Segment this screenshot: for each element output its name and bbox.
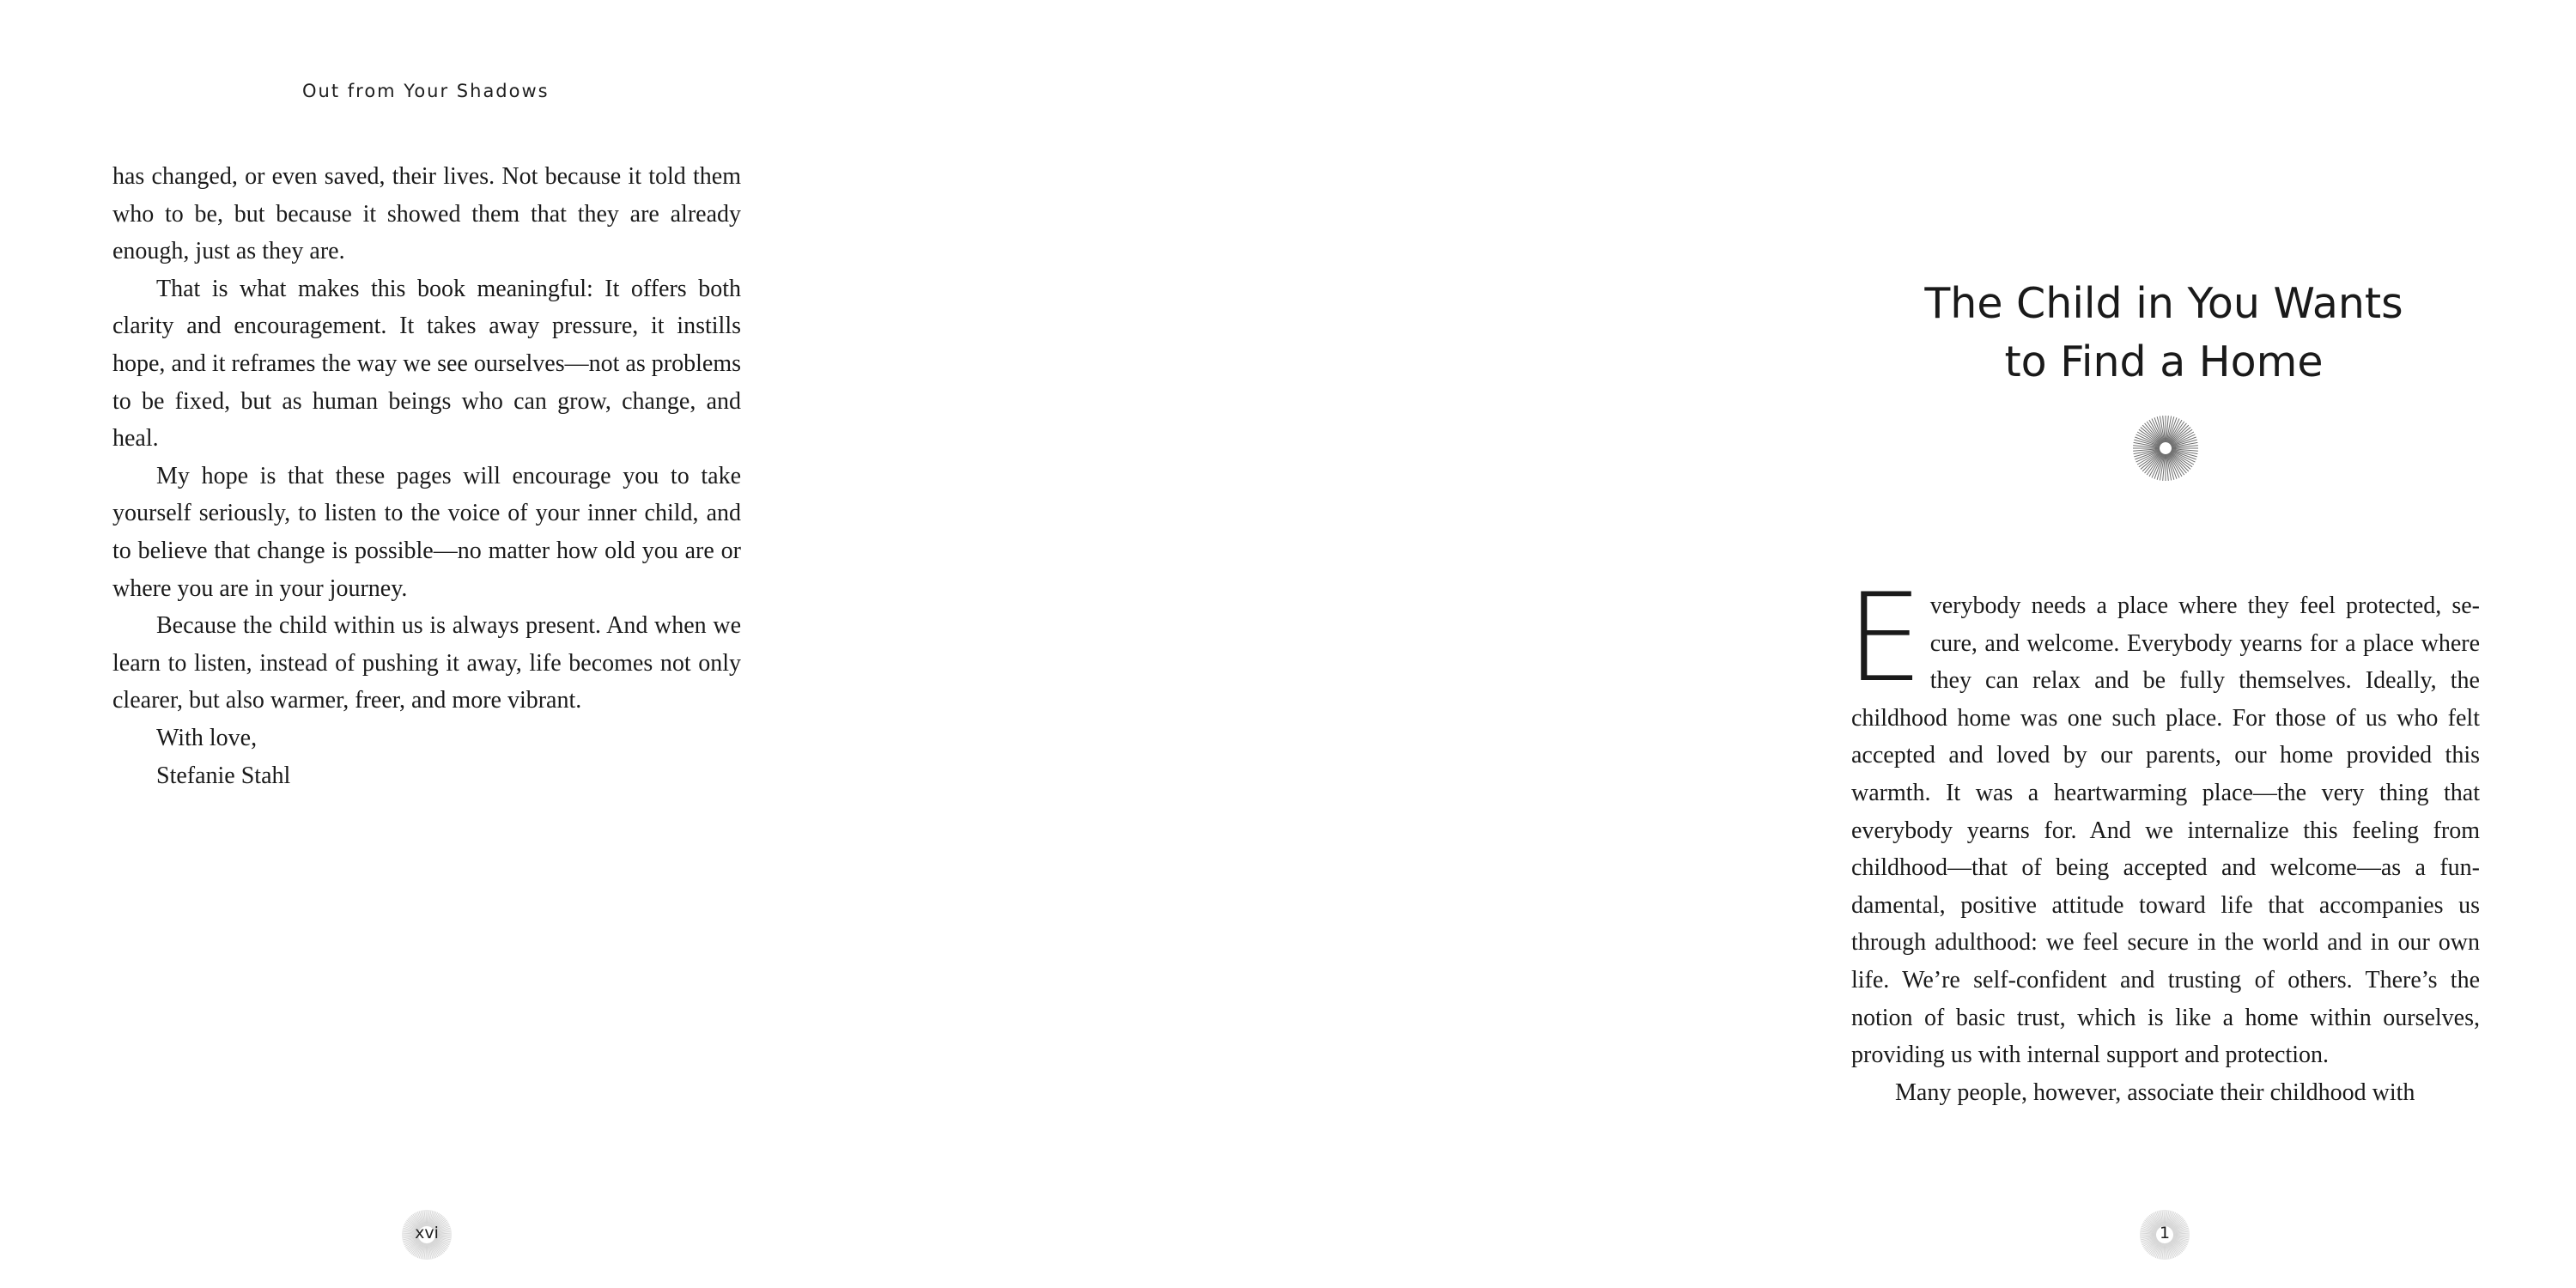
left-page bbox=[0, 0, 859, 1288]
page-number-label: xvi bbox=[415, 1224, 439, 1242]
closing-salutation: With love, bbox=[156, 724, 258, 751]
opening-paragraph-text: verybody needs a place where they feel protected, secure, and welcome. Everybody yearns for a place where they can relax and be fully themselves. Ideally, the childhood home was one such place. For those of us who felt accepted and loved by our parents, our home provided this warmth. It was a heartwarming place—the very thing that everybody yearns for. And we internalize this feeling from childhood—that of being accepted and welcome—as a fundamental, positive attitude toward life that accompanies us through adulthood: we feel secure in the world and in our own life. We’re self-confident and trusting of others. There’s the notion of basic trust, which is like a home within ourselves, providing us with internal support and protection. bbox=[1851, 592, 2480, 1069]
paragraph: That is what makes this book meaningful: It offers both clarity and encouragement. It takes away pressure, it instills hope, and it reframes the way we see ourselves—not as problems to be fixed, but as human beings who can grow, change, and heal. bbox=[112, 275, 741, 453]
opening-paragraph bbox=[1846, 568, 2480, 1074]
left-page-body bbox=[112, 158, 741, 794]
right-page-body bbox=[1846, 568, 2480, 1111]
chapter-title-line-2: to Find a Home bbox=[2004, 337, 2324, 386]
paragraph: My hope is that these pages will encourage you to take yourself seriously, to listen to the voice of your inner child, and to believe that change is possible—no matter how old you are or where you are in your journey. bbox=[112, 462, 741, 602]
paragraph: Because the child within us is always present. And when we learn to listen, instead of pushing it away, life becomes not only clearer, but also warmer, freer, and more vibrant. bbox=[112, 612, 741, 714]
chapter-title-line-1: The Child in You Wants bbox=[1924, 279, 2403, 328]
drop-cap: E bbox=[1846, 568, 1923, 709]
page-number-right bbox=[2135, 1209, 2195, 1261]
starburst-icon bbox=[2131, 414, 2200, 483]
paragraph: Many people, however, associate their childhood with bbox=[1895, 1078, 2415, 1106]
right-page bbox=[859, 0, 2480, 1288]
paragraph: has changed, or even saved, their lives. Not because it told them who to be, but because it showed them that they are already enough, just as they are. bbox=[112, 163, 741, 265]
chapter-title bbox=[1752, 275, 2576, 392]
page-number-left bbox=[397, 1209, 457, 1261]
page-number-label: 1 bbox=[2159, 1224, 2171, 1242]
author-signature: Stefanie Stahl bbox=[156, 762, 291, 789]
running-head: Out from Your Shadows bbox=[302, 81, 550, 101]
